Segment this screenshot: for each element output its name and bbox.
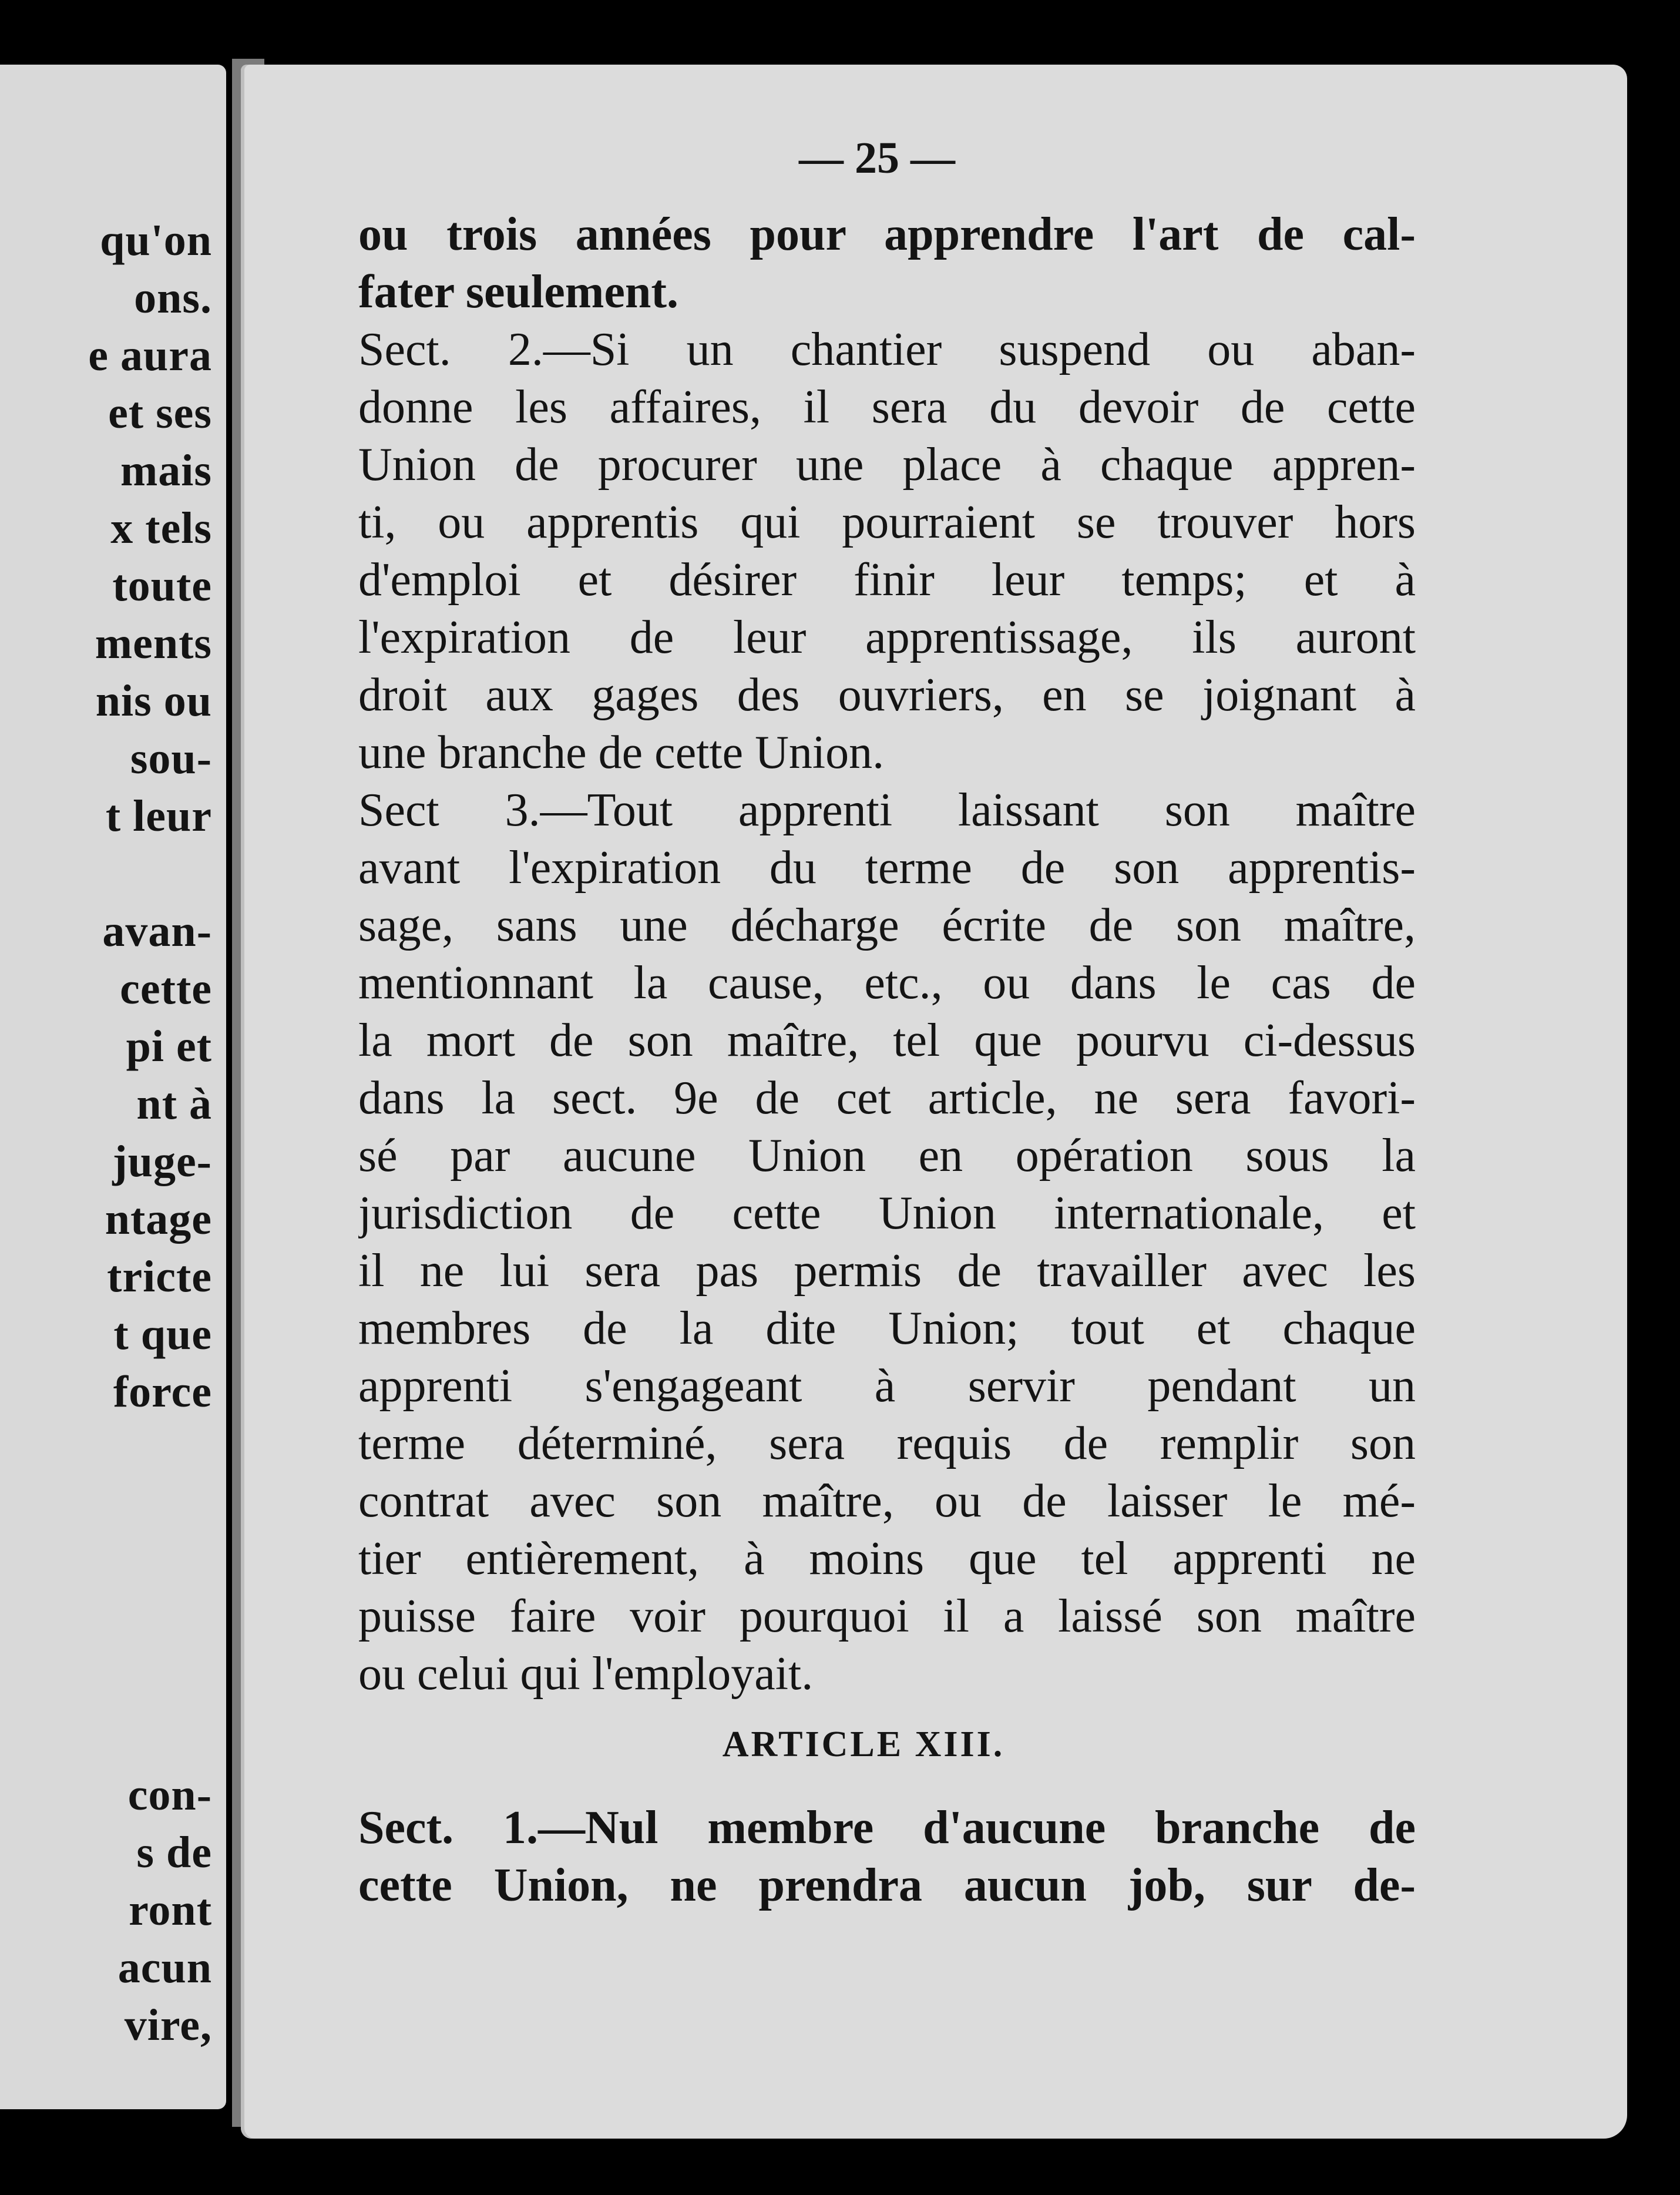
left-page-line: t leur (105, 791, 212, 841)
text-line: la mort de son maître, tel que pourvu ci-dessus (358, 1015, 1416, 1066)
text-line: d'emploi et désirer finir leur temps; et à (358, 554, 1416, 606)
left-page-line: cette (120, 964, 212, 1013)
left-page-line: pi et (126, 1022, 212, 1071)
left-page-line: avan- (102, 907, 212, 956)
left-page-line (88, 1478, 212, 1536)
left-page (0, 65, 226, 2109)
left-page-line: et ses (108, 388, 212, 438)
text-line: cette Union, ne prendra aucun job, sur de- (358, 1860, 1416, 1911)
text-line: ou celui qui l'employait. (358, 1648, 814, 1700)
text-line: ti, ou apprentis qui pourraient se trouver hors (358, 496, 1416, 548)
text-line: il ne lui sera pas permis de travailler avec les (358, 1245, 1416, 1297)
left-page-line: ront (129, 1885, 212, 1935)
left-page-line: qu'on (100, 216, 212, 265)
left-page-line (88, 1651, 212, 1709)
left-page-line: ments (95, 619, 212, 668)
left-page-line: tricte (107, 1252, 212, 1301)
text-line: droit aux gages des ouvriers, en se joignant à (358, 669, 1416, 721)
page-number: — 25 — (799, 133, 955, 183)
left-page-line: s de (136, 1828, 212, 1877)
text-line: puisse faire voir pourquoi il a laissé son maître (358, 1590, 1416, 1642)
left-page-line: vire, (124, 2001, 212, 2050)
text-line: jurisdiction de cette Union internationale, et (358, 1187, 1416, 1239)
left-page-line: ntage (105, 1194, 212, 1244)
left-page-line (88, 1536, 212, 1593)
text-line: tier entièrement, à moins que tel apprenti ne (358, 1533, 1416, 1585)
left-page-line: juge- (112, 1137, 212, 1186)
left-page-line: acun (117, 1943, 212, 1992)
left-page-line: mais (120, 446, 212, 495)
text-line: mentionnant la cause, etc., ou dans le cas de (358, 957, 1416, 1009)
text-line: une branche de cette Union. (358, 727, 885, 778)
text-line: membres de la dite Union; tout et chaque (358, 1303, 1416, 1354)
left-page-line: force (113, 1367, 212, 1417)
text-line: terme déterminé, sera requis de remplir son (358, 1418, 1416, 1469)
left-page-line (88, 845, 212, 902)
left-page-line: x tels (110, 504, 212, 553)
text-line: apprenti s'engageant à servir pendant un (358, 1360, 1416, 1412)
text-line: ou trois années pour apprendre l'art de cal- (358, 209, 1416, 260)
text-line: fater seulement. (358, 266, 678, 318)
text-line: dans la sect. 9e de cet article, ne sera favori- (358, 1072, 1416, 1124)
left-page-line: nt à (136, 1079, 212, 1129)
text-line: Sect. 2.—Si un chantier suspend ou aban- (358, 324, 1416, 375)
text-line: sage, sans une décharge écrite de son maître, (358, 900, 1416, 951)
left-page-line: t que (113, 1310, 212, 1359)
left-page-line: toute (112, 561, 212, 610)
left-page-line: nis ou (95, 676, 212, 726)
left-page-line: ons. (134, 273, 212, 323)
text-line: Sect. 1.—Nul membre d'aucune branche de (358, 1802, 1416, 1854)
left-page-line: con- (127, 1770, 212, 1820)
article-heading: ARTICLE XIII. (722, 1724, 1005, 1764)
left-page-text (88, 212, 212, 2054)
text-line: avant l'expiration du terme de son apprentis- (358, 842, 1416, 894)
left-page-line (88, 1421, 212, 1478)
text-line: sé par aucune Union en opération sous la (358, 1130, 1416, 1182)
left-page-line: e aura (88, 331, 212, 380)
text-line: Union de procurer une place à chaque appren- (358, 439, 1416, 491)
left-page-line: sou- (130, 734, 212, 783)
text-line: Sect 3.—Tout apprenti laissant son maître (358, 784, 1416, 836)
text-line: contrat avec son maître, ou de laisser le mé- (358, 1475, 1416, 1527)
left-page-line (88, 1593, 212, 1651)
text-line: donne les affaires, il sera du devoir de cette (358, 381, 1416, 433)
text-line: l'expiration de leur apprentissage, ils auront (358, 612, 1416, 663)
